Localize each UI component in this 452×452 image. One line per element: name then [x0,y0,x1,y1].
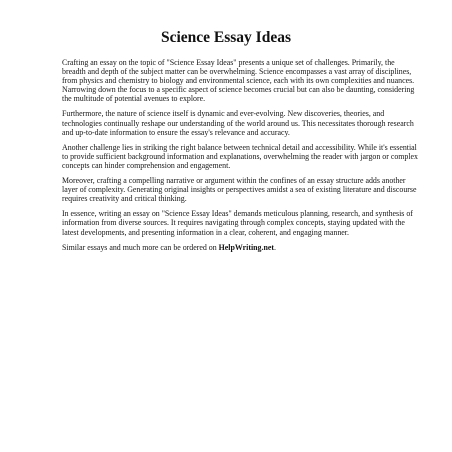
footer-suffix: . [273,242,276,252]
helpwriting-link[interactable]: HelpWriting.net [218,242,274,252]
paragraph-5: In essence, writing an essay on "Science Essay Ideas" demands meticulous planning, research, and synthesis of information from diverse sources. It requires navigating through complex concepts, staying updated with the latest developments, and presenting information in a clear, coherent, and engaging manner. [62,209,413,237]
paragraph-2: Furthermore, the nature of science itself is dynamic and ever-evolving. New discoveries, theories, and technologies continually reshape our understanding of the world around us. This necessitates thorough research and up-to-date information to ensure the essay's relevance and accuracy. [62,109,414,137]
paragraph-3: Another challenge lies in striking the right balance between technical detail and accessibility. While it's essential to provide sufficient background information and explanations, overwhelming the reader with jargon or complex concepts can hinder comprehension and engagement. [62,142,419,170]
footer-line [62,243,418,252]
paragraph-1: Crafting an essay on the topic of "Science Essay Ideas" presents a unique set of challenges. Primarily, the breadth and depth of the subject matter can be overwhelming. Science encompasses a vast array of disciplines, from physics and chemistry to biology and environmental science, each with its own complexities and nuances. Narrowing down the focus to a specific aspect of science becomes crucial but can also be daunting, considering the multitude of potential avenues to explore. [62,58,415,104]
footer-prefix: Similar essays and much more can be ordered on [62,242,219,252]
paragraph-4: Moreover, crafting a compelling narrative or argument within the confines of an essay structure adds another layer of complexity. Generating original insights or perspectives amidst a sea of existing literature and discourse requires creativity and critical thinking. [62,176,417,204]
document-title: Science Essay Ideas [160,29,292,46]
document-body [62,58,418,258]
